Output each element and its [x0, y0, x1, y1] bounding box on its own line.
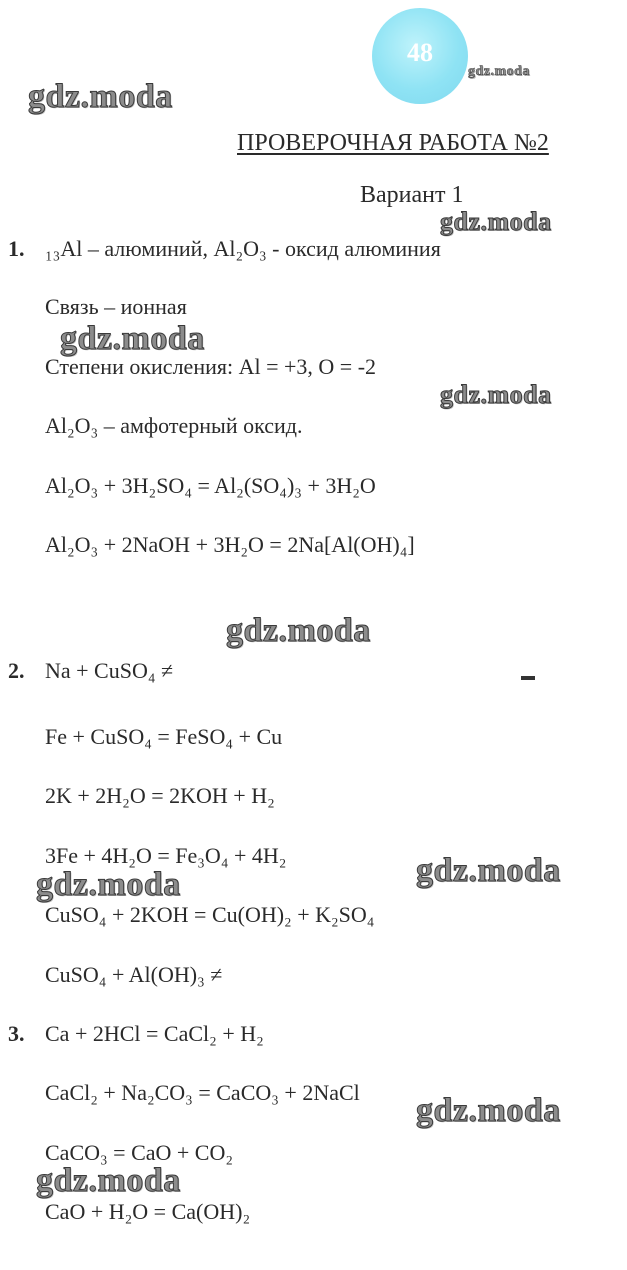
task-line: Al₂O₃ + 2NaOH + 3H₂O = 2Na[Al(OH)₄] [45, 532, 415, 557]
page-number-badge [372, 8, 468, 104]
watermark: gdz.moda [36, 1162, 181, 1199]
watermark: gdz.moda [440, 207, 552, 236]
task-line: ₁₃Al – алюминий, Al₂O₃ - оксид алюминия [45, 236, 441, 261]
watermark: gdz.moda [440, 380, 552, 409]
page-number: 48 [407, 38, 433, 67]
task-number: 1. [8, 236, 25, 261]
task-line: Al₂O₃ – амфотерный оксид. [45, 413, 303, 438]
watermark: gdz.moda [36, 866, 181, 903]
task-number: 2. [8, 658, 25, 683]
task-line: Связь – ионная [45, 294, 187, 319]
task-line: CaCO₃ = CaO + CO₂ [45, 1140, 234, 1165]
task-line: CaO + H₂O = Ca(OH)₂ [45, 1199, 251, 1224]
task-line: 2K + 2H₂O = 2KOH + H₂ [45, 783, 275, 808]
page-title: ПРОВЕРОЧНАЯ РАБОТА №2 [237, 130, 549, 156]
task-line: Al₂O₃ + 3H₂SO₄ = Al₂(SO₄)₃ + 3H₂O [45, 473, 376, 498]
watermark: gdz.moda [60, 320, 205, 357]
task-line: 3Fe + 4H₂O = Fe₃O₄ + 4H₂ [45, 843, 287, 868]
variant-label: Вариант 1 [360, 182, 464, 208]
task-line: CuSO₄ + Al(OH)₃ ≠ [45, 962, 223, 987]
watermark: gdz.moda [468, 64, 530, 79]
task-line: Ca + 2HCl = CaCl₂ + H₂ [45, 1021, 264, 1046]
watermark: gdz.moda [28, 78, 173, 115]
stray-mark [521, 676, 535, 680]
task-line: Fe + CuSO₄ = FeSO₄ + Cu [45, 724, 283, 749]
watermark: gdz.moda [416, 852, 561, 889]
task-number: 3. [8, 1021, 25, 1046]
task-line: Na + CuSO₄ ≠ [45, 658, 174, 683]
task-line: CaCl₂ + Na₂CO₃ = CaCO₃ + 2NaCl [45, 1080, 360, 1105]
watermark: gdz.moda [226, 612, 371, 649]
watermark: gdz.moda [416, 1092, 561, 1129]
task-line: Степени окисления: Al = +3, O = -2 [45, 354, 377, 379]
task-line: CuSO₄ + 2KOH = Cu(OH)₂ + K₂SO₄ [45, 902, 375, 927]
